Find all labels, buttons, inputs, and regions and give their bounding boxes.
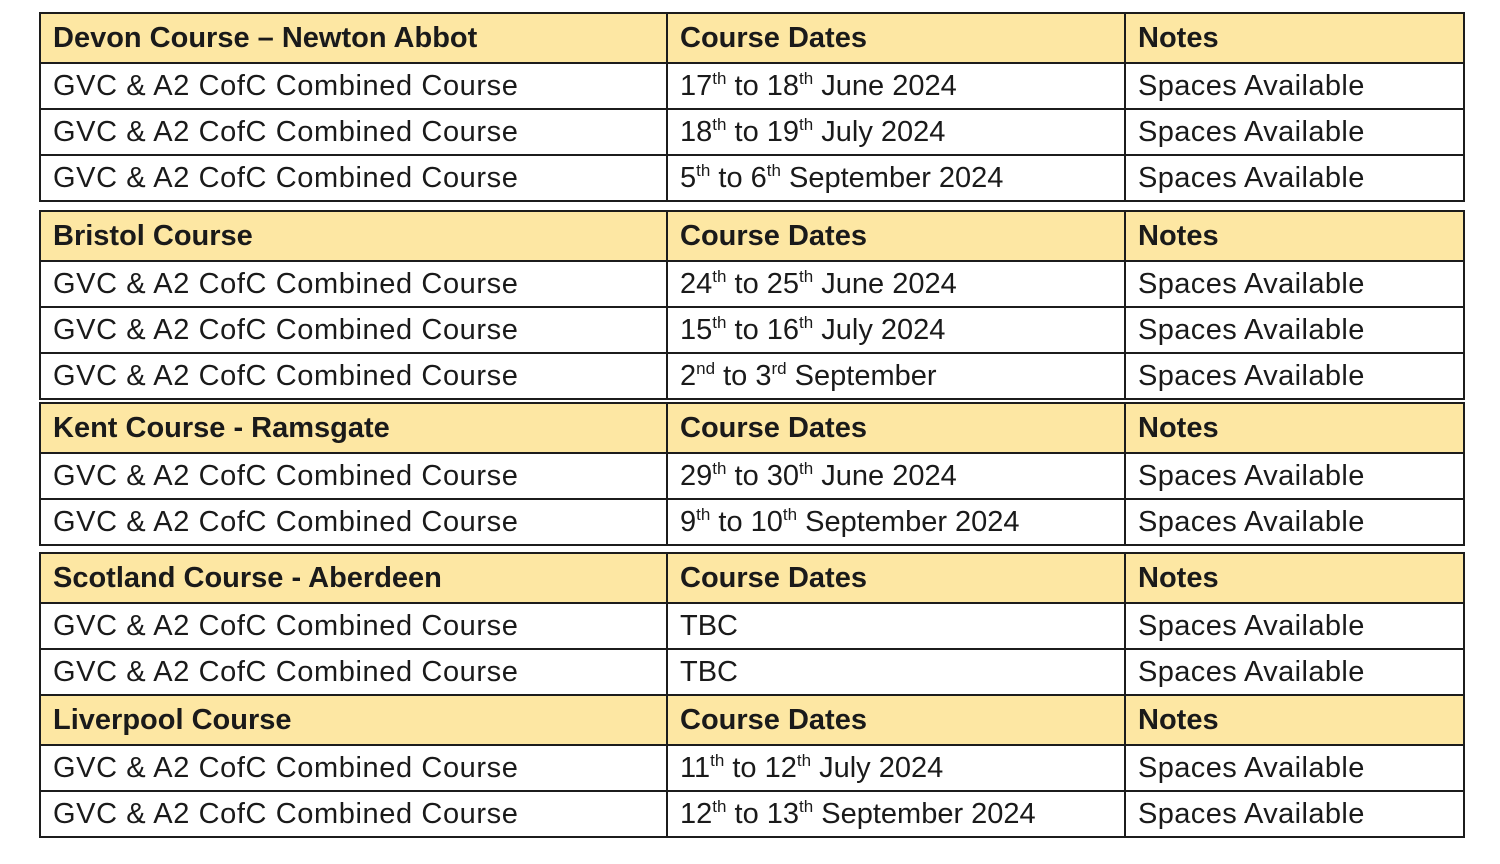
section-title: Kent Course - Ramsgate [40,403,667,453]
course-dates: TBC [667,603,1125,649]
notes-header: Notes [1125,553,1464,603]
course-name: GVC & A2 CofC Combined Course [40,745,667,791]
course-name: GVC & A2 CofC Combined Course [40,453,667,499]
dates-header: Course Dates [667,553,1125,603]
scotland-course-table [39,552,1465,696]
course-dates: 9th to 10th September 2024 [667,499,1125,545]
course-note: Spaces Available [1125,499,1464,545]
liverpool-course-table [39,694,1465,838]
dates-header: Course Dates [667,13,1125,63]
notes-header: Notes [1125,695,1464,745]
course-name: GVC & A2 CofC Combined Course [40,155,667,201]
course-name: GVC & A2 CofC Combined Course [40,649,667,695]
course-dates: 18th to 19th July 2024 [667,109,1125,155]
course-note: Spaces Available [1125,155,1464,201]
course-name: GVC & A2 CofC Combined Course [40,791,667,837]
notes-header: Notes [1125,13,1464,63]
course-dates: 29th to 30th June 2024 [667,453,1125,499]
table-row [40,109,1464,155]
table-row [40,603,1464,649]
course-name: GVC & A2 CofC Combined Course [40,261,667,307]
course-note: Spaces Available [1125,603,1464,649]
section-header-row [40,553,1464,603]
course-note: Spaces Available [1125,307,1464,353]
table-row [40,353,1464,399]
dates-header: Course Dates [667,403,1125,453]
table-row [40,63,1464,109]
table-row [40,307,1464,353]
section-title: Scotland Course - Aberdeen [40,553,667,603]
course-name: GVC & A2 CofC Combined Course [40,353,667,399]
course-dates: 5th to 6th September 2024 [667,155,1125,201]
section-title: Liverpool Course [40,695,667,745]
section-header-row [40,695,1464,745]
course-note: Spaces Available [1125,745,1464,791]
course-note: Spaces Available [1125,453,1464,499]
table-row [40,155,1464,201]
table-row [40,261,1464,307]
course-dates: 15th to 16th July 2024 [667,307,1125,353]
course-name: GVC & A2 CofC Combined Course [40,499,667,545]
kent-course-table [39,402,1465,546]
table-row [40,745,1464,791]
bristol-course-table [39,210,1465,400]
section-header-row [40,13,1464,63]
section-header-row [40,403,1464,453]
section-header-row [40,211,1464,261]
notes-header: Notes [1125,211,1464,261]
course-name: GVC & A2 CofC Combined Course [40,603,667,649]
devon-course-table [39,12,1465,202]
dates-header: Course Dates [667,695,1125,745]
section-title: Bristol Course [40,211,667,261]
course-dates: 24th to 25th June 2024 [667,261,1125,307]
dates-header: Course Dates [667,211,1125,261]
course-name: GVC & A2 CofC Combined Course [40,109,667,155]
course-dates: TBC [667,649,1125,695]
section-title: Devon Course – Newton Abbot [40,13,667,63]
course-dates: 12th to 13th September 2024 [667,791,1125,837]
course-note: Spaces Available [1125,791,1464,837]
course-note: Spaces Available [1125,63,1464,109]
table-row [40,649,1464,695]
table-row [40,791,1464,837]
course-note: Spaces Available [1125,261,1464,307]
course-dates: 17th to 18th June 2024 [667,63,1125,109]
course-note: Spaces Available [1125,109,1464,155]
course-note: Spaces Available [1125,649,1464,695]
course-dates: 11th to 12th July 2024 [667,745,1125,791]
course-name: GVC & A2 CofC Combined Course [40,63,667,109]
course-name: GVC & A2 CofC Combined Course [40,307,667,353]
table-row [40,453,1464,499]
notes-header: Notes [1125,403,1464,453]
table-row [40,499,1464,545]
course-dates: 2nd to 3rd September [667,353,1125,399]
course-note: Spaces Available [1125,353,1464,399]
